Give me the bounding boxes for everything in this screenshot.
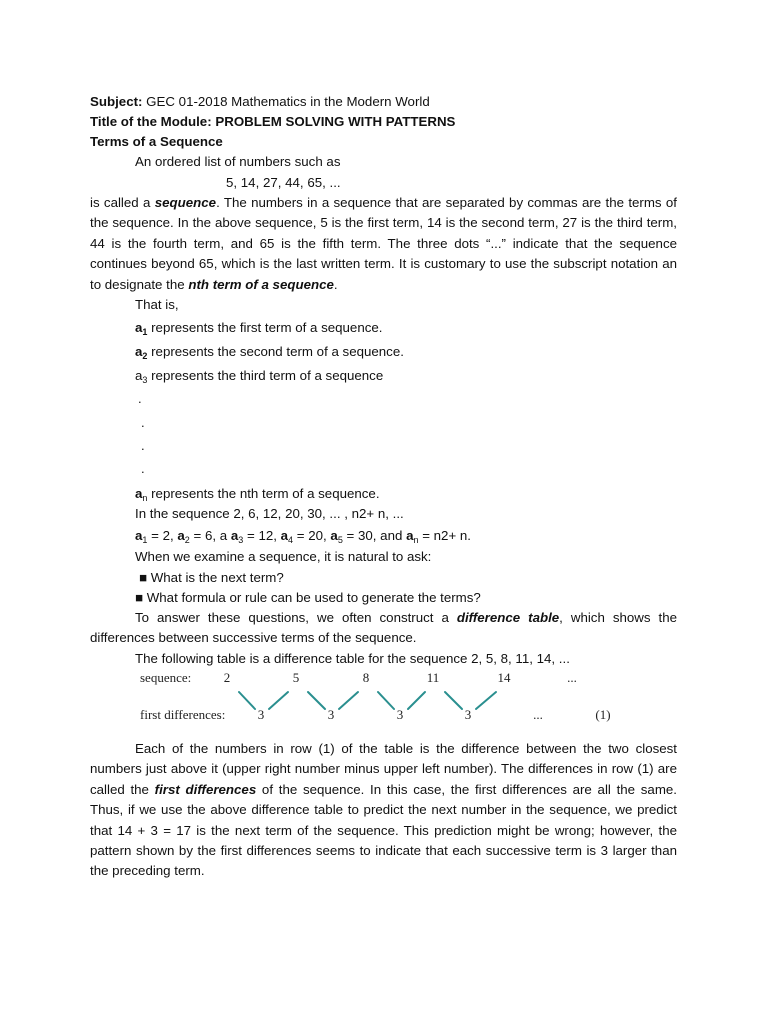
text-span: , which shows the differences between successive terms of the sequence. (90, 610, 677, 646)
term-first-differences: first differences (154, 781, 257, 797)
notation-text: represents the second term of a sequence. (151, 344, 404, 359)
ellipsis-dot: . (138, 391, 142, 406)
subscript: n (413, 535, 419, 545)
subscript: 3 (238, 535, 244, 545)
sequence-value: 8 (362, 670, 370, 685)
symbol-a: a (230, 528, 239, 543)
notation-a3 (135, 366, 383, 386)
difference-connector (476, 692, 496, 709)
module-title-line (90, 112, 455, 132)
first-difference-value: 3 (396, 707, 404, 722)
text-span: of the sequence. In this case, the first differences are all the same. Thus, if we use the above difference table to predict the next number in the sequence, we predict that 14 + 3 = 17 is the next term of the sequence. This prediction might be wrong; however, the pattern shown by the first differences seems to indicate that each successive term is 3 larger than the preceding term. (90, 781, 677, 879)
intro-lead: An ordered list of numbers such as (135, 154, 341, 169)
first-difference-value: 3 (327, 707, 335, 722)
ask-line: When we examine a sequence, it is natural to ask: (135, 549, 432, 564)
notation-text: represents the third term of a sequence (151, 368, 384, 383)
sequence-value: 2 (223, 670, 231, 685)
subject-value: GEC 01-2018 Mathematics in the Modern World (146, 94, 430, 109)
difference-connector (269, 692, 288, 709)
difference-paragraph (90, 608, 677, 649)
table-intro: The following table is a difference table for the sequence 2, 5, 8, 11, 14, ... (135, 651, 570, 666)
question-1: ■ What is the next term? (139, 570, 284, 585)
value-text: = 6, a (193, 528, 228, 543)
first-difference-value: 3 (464, 707, 472, 722)
text-span: Each of the numbers in row (1) of the table is the difference between the two closest numbers just above it (upper right number minus upper left number). The differences in row (1) are called the (90, 741, 677, 797)
notation-a1 (135, 318, 382, 338)
subject-line (90, 92, 430, 112)
notation-text: represents the first term of a sequence. (151, 320, 383, 335)
module-label: Title of the Module: (90, 114, 212, 129)
subscript: 2 (142, 351, 148, 361)
intro-paragraph (90, 193, 677, 295)
value-text: = n2+ n. (422, 528, 472, 543)
difference-connector (378, 692, 394, 709)
notation-an (135, 484, 380, 504)
sequence-value: 11 (426, 670, 440, 685)
text-span: To answer these questions, we often construct a (135, 610, 457, 625)
ellipsis-dot: . (141, 415, 145, 430)
term-nth: nth term of a sequence (188, 276, 334, 292)
that-is: That is, (135, 297, 179, 312)
example-line: In the sequence 2, 6, 12, 20, 30, ... , n2+ n, ... (135, 506, 404, 521)
symbol-a: a (280, 528, 289, 543)
conclusion-paragraph (90, 739, 677, 882)
symbol-a: a (135, 486, 143, 501)
first-difference-value: ... (533, 707, 543, 722)
symbol-a: a (135, 344, 143, 359)
row-label-first-differences: first differences: (140, 707, 226, 722)
module-value: PROBLEM SOLVING WITH PATTERNS (215, 114, 456, 129)
first-difference-value: 3 (257, 707, 265, 722)
subscript: 1 (142, 535, 148, 545)
notation-a2 (135, 342, 404, 362)
term-difference-table: difference table (456, 610, 560, 625)
symbol-a: a (330, 528, 338, 543)
symbol-a: a (406, 528, 414, 543)
value-text: = 30, and (346, 528, 403, 543)
difference-connector (445, 692, 462, 709)
subscript: 4 (288, 535, 294, 545)
row-label-sequence: sequence: (140, 670, 192, 685)
sequence-value: 14 (497, 670, 511, 685)
symbol-a: a (135, 368, 143, 383)
ellipsis-dot: . (141, 461, 145, 476)
term-sequence: sequence (154, 195, 217, 210)
question-2: ■ What formula or rule can be used to generate the terms? (135, 590, 481, 605)
sequence-value: ... (567, 670, 577, 685)
value-text: = 12, (246, 528, 277, 543)
subscript: 2 (184, 535, 190, 545)
sequence-value: 5 (292, 670, 300, 685)
row-marker: (1) (595, 707, 611, 722)
difference-connector (239, 692, 255, 709)
ellipsis-dot: . (141, 438, 145, 453)
subscript: 5 (337, 535, 343, 545)
text-span: . The numbers in a sequence that are separated by commas are the terms of the sequence. In the above sequence, 5 is the first term, 14 is the second term, 27 is the third term, 44 is the fourth term, and 65 is the fifth term. The three dots “...” indicate that the sequence continues beyond 65, which is the last written term. It is customary to use the subscript notation an to designate the (90, 195, 677, 292)
subscript: 3 (142, 375, 148, 385)
symbol-a: a (135, 528, 143, 543)
difference-connector (339, 692, 358, 709)
value-text: = 2, (151, 528, 174, 543)
subscript: 1 (142, 327, 148, 337)
symbol-a: a (135, 320, 143, 335)
subscript: n (142, 493, 148, 503)
symbol-a: a (177, 528, 185, 543)
difference-connector (308, 692, 325, 709)
text-span: . (333, 276, 338, 292)
text-span: is called a (90, 195, 155, 210)
value-text: = 20, (296, 528, 327, 543)
subject-label: Subject: (90, 94, 143, 109)
difference-connector (408, 692, 425, 709)
difference-table (130, 668, 650, 728)
section-title: Terms of a Sequence (90, 134, 223, 149)
example-values (135, 526, 471, 546)
notation-text: represents the nth term of a sequence. (151, 486, 380, 501)
example-sequence: 5, 14, 27, 44, 65, ... (226, 175, 341, 190)
